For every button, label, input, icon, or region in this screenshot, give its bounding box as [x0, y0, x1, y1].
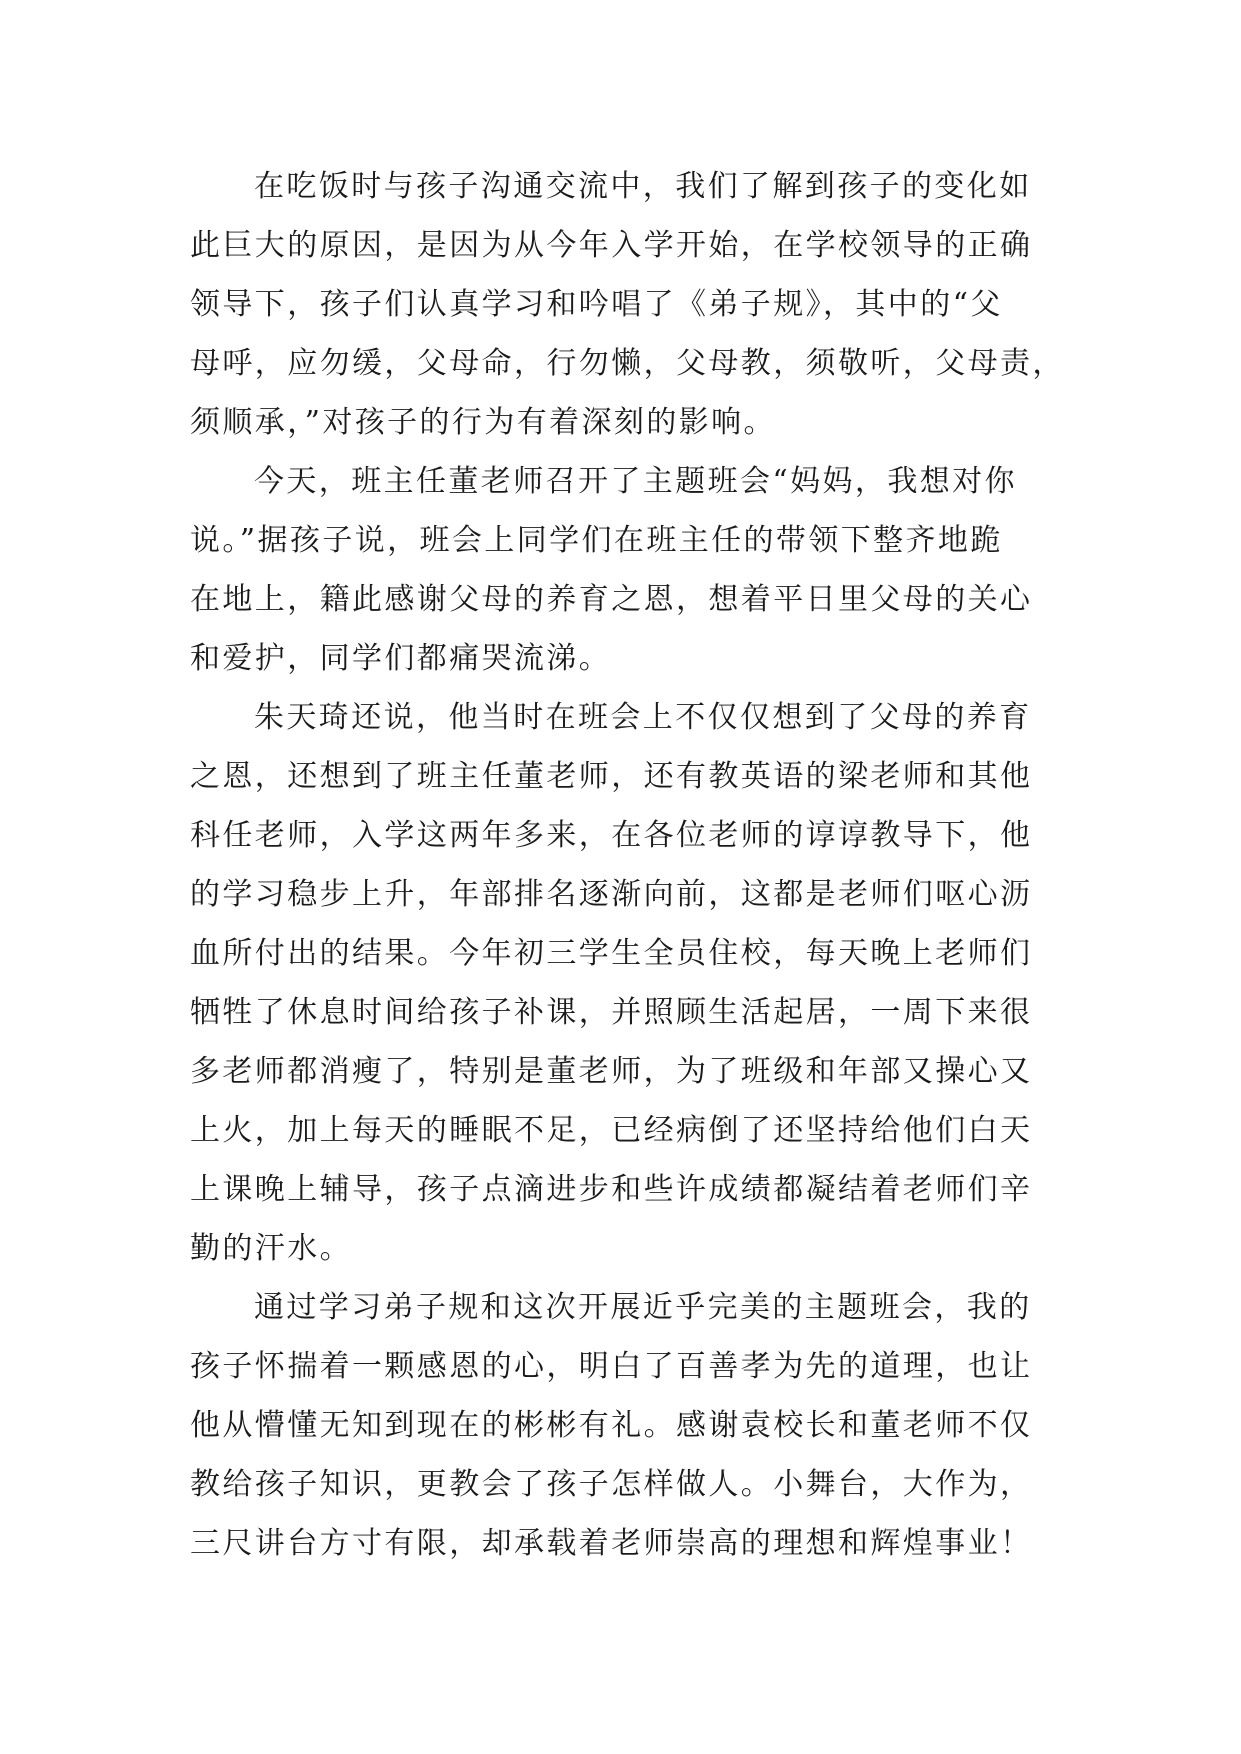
text-line: 他从懵懂无知到现在的彬彬有礼。感谢袁校长和董老师不仅 — [190, 1408, 1033, 1443]
paragraph-4 — [190, 1278, 1070, 1573]
text-line: 领导下，孩子们认真学习和吟唱了《弟子规》，其中的“父 — [190, 287, 1003, 322]
text-line: 孩子怀揣着一颗感恩的心，明白了百善孝为先的道理，也让 — [190, 1349, 1033, 1384]
text-line: 说。”据孩子说，班会上同学们在班主任的带领下整齐地跪 — [190, 523, 1003, 558]
text-line: 和爱护，同学们都痛哭流涕。 — [190, 641, 612, 676]
text-line: 在地上，籍此感谢父母的养育之恩，想着平日里父母的关心 — [190, 582, 1033, 617]
text-line: 今天，班主任董老师召开了主题班会“妈妈，我想对你 — [254, 464, 1017, 499]
text-line: 上火，加上每天的睡眠不足，已经病倒了还坚持给他们白天 — [190, 1113, 1033, 1148]
text-line: 教给孩子知识，更教会了孩子怎样做人。小舞台，大作为， — [190, 1467, 1033, 1502]
document-body — [190, 157, 1070, 1573]
text-line: 通过学习弟子规和这次开展近乎完美的主题班会，我的 — [254, 1290, 1032, 1325]
paragraph-3 — [190, 688, 1070, 1278]
text-line: 牺牲了休息时间给孩子补课，并照顾生活起居，一周下来很 — [190, 995, 1033, 1030]
text-line: 在吃饭时与孩子沟通交流中，我们了解到孩子的变化如 — [254, 169, 1032, 204]
text-line: 的学习稳步上升，年部排名逐渐向前，这都是老师们呕心沥 — [190, 877, 1033, 912]
text-line: 血所付出的结果。今年初三学生全员住校，每天晚上老师们 — [190, 936, 1033, 971]
text-line: 科任老师，入学这两年多来，在各位老师的谆谆教导下，他 — [190, 818, 1033, 853]
text-line: 须顺承，”对孩子的行为有着深刻的影响。 — [190, 405, 776, 440]
text-line: 此巨大的原因，是因为从今年入学开始，在学校领导的正确 — [190, 228, 1033, 263]
text-line: 多老师都消瘦了，特别是董老师，为了班级和年部又操心又 — [190, 1054, 1033, 1089]
text-line: 母呼，应勿缓，父母命，行勿懒，父母教，须敬听，父母责， — [190, 346, 1065, 381]
paragraph-1 — [190, 157, 1070, 452]
text-line: 上课晚上辅导，孩子点滴进步和些许成绩都凝结着老师们辛 — [190, 1172, 1033, 1207]
paragraph-2 — [190, 452, 1070, 688]
text-line: 勤的汗水。 — [190, 1231, 352, 1266]
text-line: 之恩，还想到了班主任董老师，还有教英语的梁老师和其他 — [190, 759, 1033, 794]
text-line: 朱天琦还说，他当时在班会上不仅仅想到了父母的养育 — [254, 700, 1032, 735]
text-line: 三尺讲台方寸有限，却承载着老师崇高的理想和辉煌事业！ — [190, 1526, 1033, 1561]
